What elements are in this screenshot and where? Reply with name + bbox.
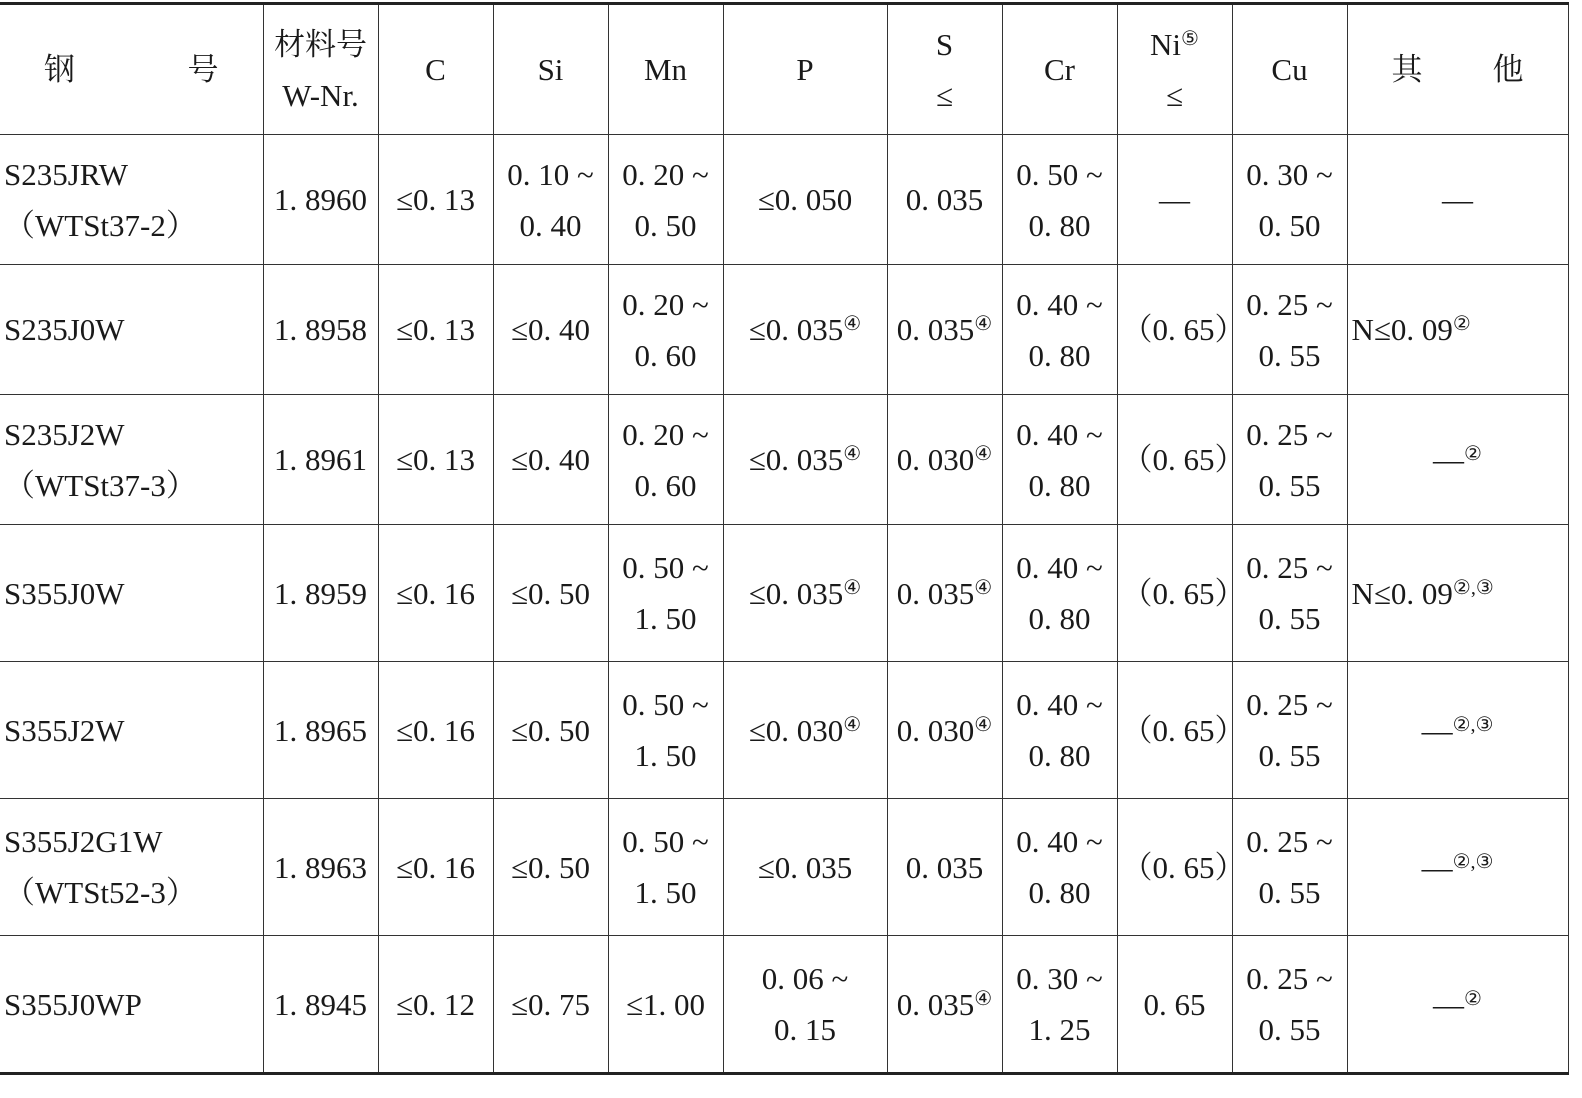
cr-cell: 0. 50 ~ 0. 80 (1002, 135, 1117, 265)
s-cell: 0. 035 (887, 135, 1002, 265)
header-material-no: 材料号 W-Nr. (263, 4, 378, 135)
material-no-cell: 1. 8958 (263, 265, 378, 395)
mn-cell: 0. 20 ~ 0. 60 (608, 265, 723, 395)
s-cell: 0. 030④ (887, 395, 1002, 525)
c-cell: ≤0. 16 (378, 799, 493, 936)
mn-cell: 0. 50 ~ 1. 50 (608, 662, 723, 799)
table-row (0, 395, 1568, 525)
steel-grade-cell: S355J0W (0, 525, 263, 662)
si-cell: ≤0. 40 (493, 395, 608, 525)
si-cell: ≤0. 40 (493, 265, 608, 395)
mn-cell: 0. 50 ~ 1. 50 (608, 799, 723, 936)
si-cell: ≤0. 50 (493, 799, 608, 936)
ni-cell: （0. 65） (1117, 799, 1232, 936)
s-cell: 0. 035④ (887, 265, 1002, 395)
c-cell: ≤0. 16 (378, 662, 493, 799)
table-row (0, 135, 1568, 265)
ni-cell: （0. 65） (1117, 395, 1232, 525)
other-cell: N≤0. 09②,③ (1347, 525, 1568, 662)
header-other: 其 他 (1347, 4, 1568, 135)
c-cell: ≤0. 13 (378, 265, 493, 395)
si-cell: 0. 10 ~ 0. 40 (493, 135, 608, 265)
other-cell: —②,③ (1347, 662, 1568, 799)
header-c: C (378, 4, 493, 135)
table-row (0, 799, 1568, 936)
cu-cell: 0. 25 ~ 0. 55 (1232, 662, 1347, 799)
p-cell: 0. 06 ~ 0. 15 (723, 936, 887, 1074)
ni-cell: （0. 65） (1117, 525, 1232, 662)
cu-cell: 0. 30 ~ 0. 50 (1232, 135, 1347, 265)
cr-cell: 0. 40 ~ 0. 80 (1002, 662, 1117, 799)
other-cell: — (1347, 135, 1568, 265)
ni-cell: — (1117, 135, 1232, 265)
header-steel-grade: 钢 号 (0, 4, 263, 135)
mn-cell: 0. 50 ~ 1. 50 (608, 525, 723, 662)
header-ni: Ni⑤ ≤ (1117, 4, 1232, 135)
cr-cell: 0. 40 ~ 0. 80 (1002, 525, 1117, 662)
p-cell: ≤0. 035④ (723, 395, 887, 525)
steel-grade-cell: S235JRW （WTSt37-2） (0, 135, 263, 265)
cu-cell: 0. 25 ~ 0. 55 (1232, 936, 1347, 1074)
s-cell: 0. 035④ (887, 525, 1002, 662)
mn-cell: ≤1. 00 (608, 936, 723, 1074)
material-no-cell: 1. 8963 (263, 799, 378, 936)
header-cu: Cu (1232, 4, 1347, 135)
steel-grade-cell: S355J2W (0, 662, 263, 799)
s-cell: 0. 030④ (887, 662, 1002, 799)
material-no-cell: 1. 8959 (263, 525, 378, 662)
p-cell: ≤0. 050 (723, 135, 887, 265)
si-cell: ≤0. 50 (493, 662, 608, 799)
other-cell: —② (1347, 395, 1568, 525)
other-cell: —②,③ (1347, 799, 1568, 936)
cr-cell: 0. 40 ~ 0. 80 (1002, 395, 1117, 525)
cr-cell: 0. 40 ~ 0. 80 (1002, 265, 1117, 395)
ni-cell: （0. 65） (1117, 662, 1232, 799)
mn-cell: 0. 20 ~ 0. 50 (608, 135, 723, 265)
p-cell: ≤0. 030④ (723, 662, 887, 799)
table-row (0, 525, 1568, 662)
c-cell: ≤0. 16 (378, 525, 493, 662)
header-mn: Mn (608, 4, 723, 135)
c-cell: ≤0. 12 (378, 936, 493, 1074)
si-cell: ≤0. 50 (493, 525, 608, 662)
material-no-cell: 1. 8945 (263, 936, 378, 1074)
steel-grade-cell: S355J0WP (0, 936, 263, 1074)
cu-cell: 0. 25 ~ 0. 55 (1232, 799, 1347, 936)
table-row (0, 936, 1568, 1074)
table-header-row (0, 4, 1568, 135)
cr-cell: 0. 30 ~ 1. 25 (1002, 936, 1117, 1074)
ni-cell: （0. 65） (1117, 265, 1232, 395)
chemical-composition-table (0, 2, 1569, 1075)
ni-cell: 0. 65 (1117, 936, 1232, 1074)
p-cell: ≤0. 035④ (723, 525, 887, 662)
steel-grade-cell: S235J0W (0, 265, 263, 395)
table-row (0, 265, 1568, 395)
c-cell: ≤0. 13 (378, 135, 493, 265)
other-cell: —② (1347, 936, 1568, 1074)
header-si: Si (493, 4, 608, 135)
material-no-cell: 1. 8965 (263, 662, 378, 799)
other-cell: N≤0. 09② (1347, 265, 1568, 395)
cr-cell: 0. 40 ~ 0. 80 (1002, 799, 1117, 936)
cu-cell: 0. 25 ~ 0. 55 (1232, 525, 1347, 662)
p-cell: ≤0. 035 (723, 799, 887, 936)
header-cr: Cr (1002, 4, 1117, 135)
steel-grade-cell: S355J2G1W （WTSt52-3） (0, 799, 263, 936)
mn-cell: 0. 20 ~ 0. 60 (608, 395, 723, 525)
table-row (0, 662, 1568, 799)
si-cell: ≤0. 75 (493, 936, 608, 1074)
header-s: S ≤ (887, 4, 1002, 135)
cu-cell: 0. 25 ~ 0. 55 (1232, 395, 1347, 525)
p-cell: ≤0. 035④ (723, 265, 887, 395)
material-no-cell: 1. 8960 (263, 135, 378, 265)
header-p: P (723, 4, 887, 135)
cu-cell: 0. 25 ~ 0. 55 (1232, 265, 1347, 395)
material-no-cell: 1. 8961 (263, 395, 378, 525)
s-cell: 0. 035④ (887, 936, 1002, 1074)
c-cell: ≤0. 13 (378, 395, 493, 525)
steel-grade-cell: S235J2W （WTSt37-3） (0, 395, 263, 525)
s-cell: 0. 035 (887, 799, 1002, 936)
